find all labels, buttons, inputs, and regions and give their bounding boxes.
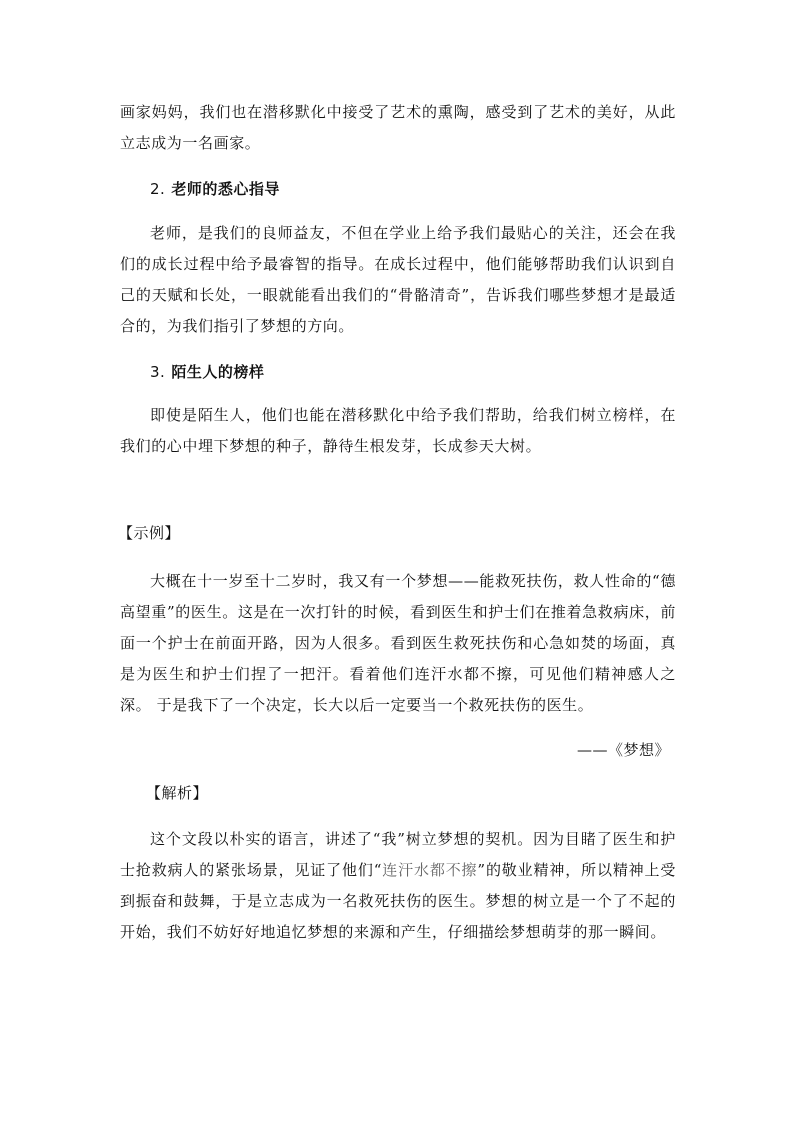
analysis-tag: 【解析】 xyxy=(146,784,209,802)
heading-text: 老师的悉心指导 xyxy=(171,180,280,198)
heading-number: 3. xyxy=(150,363,166,381)
analysis-text-part2: ”的敬业精神，所以精神上受到振奋和鼓舞，于是立志成为一名救死扶伤的医生。梦想的树立是一个了不起的开始，我们不妨好好地追忆梦想的来源和产生，仔细描绘梦想萌芽的那一瞬间。 xyxy=(120,861,676,941)
analysis-paragraph xyxy=(120,824,676,948)
teacher-paragraph: 老师，是我们的良师益友，不但在学业上给予我们最贴心的关注，还会在我们的成长过程中给予最睿智的指导。在成长过程中，他们能够帮助我们认识到自己的天赋和长处，一眼就能看出我们的“骨骼清奇”，告诉我们哪些梦想才是最适合的，为我们指引了梦想的方向。 xyxy=(120,224,676,335)
heading-number: 2. xyxy=(150,180,166,198)
analysis-highlight: 连汗水都不擦 xyxy=(382,861,478,879)
example-paragraph: 大概在十一岁至十二岁时，我又有一个梦想——能救死扶伤，救人性命的“德高望重”的医生。这是在一次打针的时候，看到医生和护士们在推着急救病床，前面一个护士在前面开路，因为人很多。看到医生救死扶伤和心急如焚的场面，真是为医生和护士们捏了一把汗。看着他们连汗水都不擦，可见他们精神感人之深。 于是我下了一个决定，长大以后一定要当一个救死扶伤的医生。 xyxy=(120,572,676,714)
analysis-text-part1: 这个文段以朴实的语言，讲述了“我”树立梦想的契机。因为目睹了医生和护士抢救病人的紧张场景，见证了他们“ xyxy=(120,830,676,879)
heading-text: 陌生人的榜样 xyxy=(171,363,265,381)
example-source: ——《梦想》 xyxy=(576,741,670,759)
stranger-paragraph: 即使是陌生人，他们也能在潜移默化中给予我们帮助，给我们树立榜样，在我们的心中埋下梦想的种子，静待生根发芽，长成参天大树。 xyxy=(120,406,676,455)
example-tag: 【示例】 xyxy=(118,524,181,542)
section-heading-teacher xyxy=(150,178,280,199)
section-heading-stranger xyxy=(150,361,264,382)
intro-paragraph: 画家妈妈，我们也在潜移默化中接受了艺术的熏陶，感受到了艺术的美好，从此立志成为一名画家。 xyxy=(120,103,676,152)
